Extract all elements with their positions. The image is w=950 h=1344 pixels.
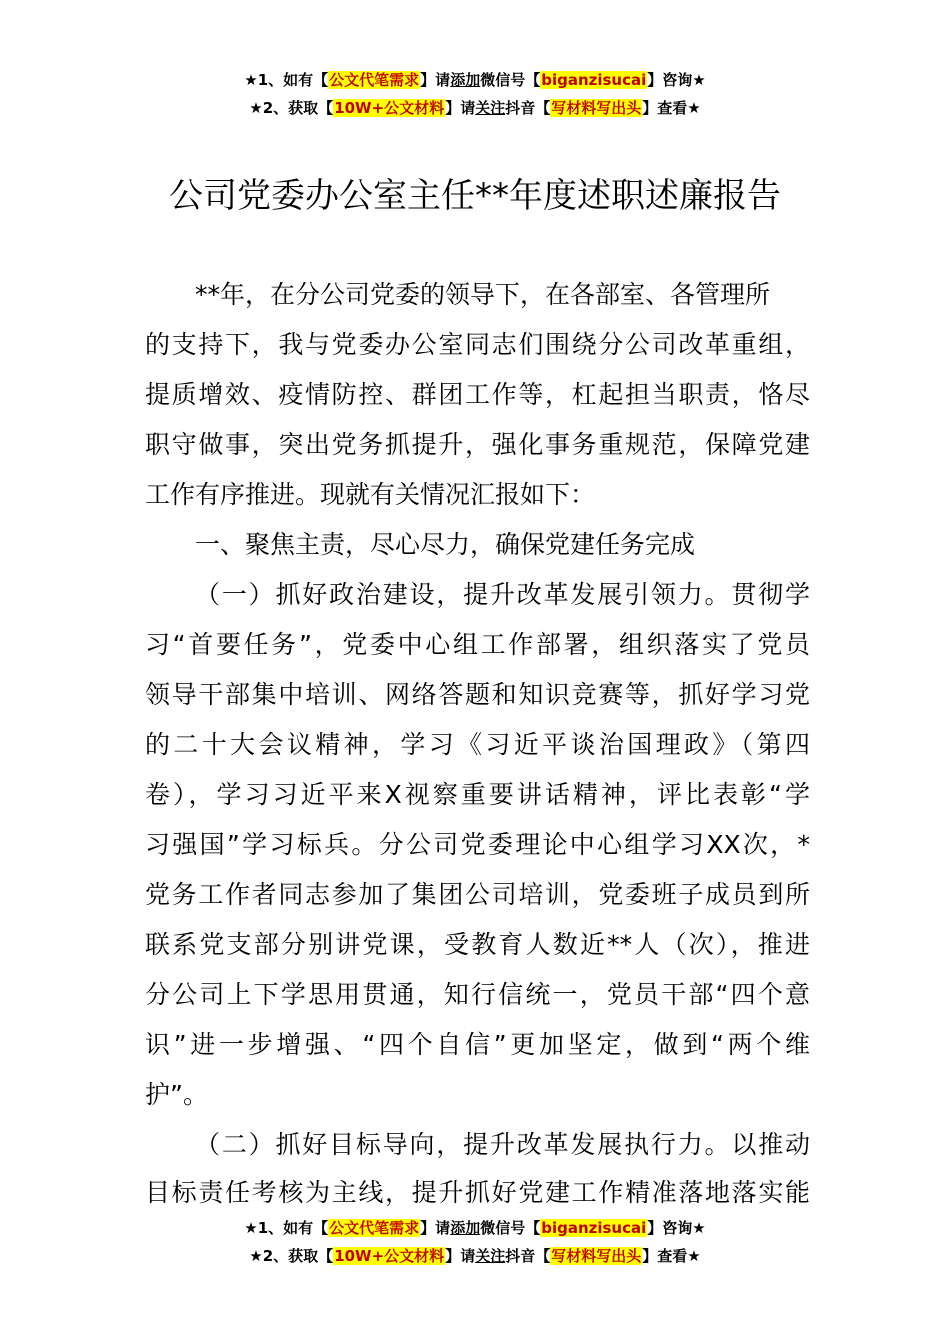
bottom-banner-line-1 xyxy=(0,1214,950,1242)
body-line-8: 习“首要任务”，党委中心组工作部署，组织落实了党员 xyxy=(145,630,810,659)
body-line-3: 提质增效、疫情防控、群团工作等，杠起担当职责，恪尽 xyxy=(145,380,810,409)
body-line-18: （二）抓好目标导向，提升改革发展执行力。以推动 xyxy=(195,1130,810,1159)
banner-2-suffix: 】查看★ xyxy=(642,99,701,117)
body-line-19: 目标责任考核为主线，提升抓好党建工作精准落地落实能 xyxy=(145,1178,810,1207)
bottom-banner-1-highlight-wechat: biganzisucai xyxy=(541,1219,647,1237)
banner-1-mid: 】请 xyxy=(420,71,451,89)
banner-2-prefix: ★2、获取【 xyxy=(249,99,334,117)
body-line-13: 党务工作者同志参加了集团公司培训，党委班子成员到所 xyxy=(145,880,810,909)
bottom-banner-1-highlight-service: 公文代笔需求 xyxy=(329,1219,420,1237)
banner-2-emphasis: 关注 xyxy=(475,99,506,117)
bottom-banner-2-suffix: 】查看★ xyxy=(642,1247,701,1265)
body-line-12: 习强国”学习标兵。分公司党委理论中心组学习XX次，* xyxy=(145,830,810,859)
banner-1-emphasis: 添加 xyxy=(450,71,481,89)
banner-line-2 xyxy=(0,94,950,122)
body-line-7: （一）抓好政治建设，提升改革发展引领力。贯彻学 xyxy=(195,580,810,609)
body-line-9: 领导干部集中培训、网络答题和知识竞赛等，抓好学习党 xyxy=(145,680,810,709)
section-heading-1: 一、聚焦主责，尽心尽力，确保党建任务完成 xyxy=(195,530,696,559)
body-line-16: 识”进一步增强、“四个自信”更加坚定，做到“两个维 xyxy=(145,1030,810,1059)
banner-1-highlight-wechat: biganzisucai xyxy=(541,71,647,89)
banner-1-highlight-service: 公文代笔需求 xyxy=(329,71,420,89)
bottom-banner-2-highlight-materials: 10W+公文材料 xyxy=(334,1247,445,1265)
banner-1-prefix: ★1、如有【 xyxy=(244,71,329,89)
body-line-5: 工作有序推进。现就有关情况汇报如下： xyxy=(145,480,596,509)
banner-1-mid2: 微信号【 xyxy=(480,71,541,89)
body-line-2: 的支持下，我与党委办公室同志们围绕分公司改革重组， xyxy=(145,330,810,359)
banner-2-highlight-douyin: 写材料写出头 xyxy=(551,99,642,117)
bottom-banner-1-prefix: ★1、如有【 xyxy=(244,1219,329,1237)
bottom-banner-2-emphasis: 关注 xyxy=(475,1247,506,1265)
bottom-banner-2-mid: 】请 xyxy=(445,1247,476,1265)
bottom-banner-1-mid: 】请 xyxy=(420,1219,451,1237)
document-title: 公司党委办公室主任**年度述职述廉报告 xyxy=(169,176,781,216)
body-line-11: 卷），学习习近平来X视察重要讲话精神，评比表彰“学 xyxy=(145,780,810,809)
banner-2-mid: 】请 xyxy=(445,99,476,117)
banner-line-1 xyxy=(0,66,950,94)
body-line-15: 分公司上下学思用贯通，知行信统一，党员干部“四个意 xyxy=(145,980,810,1009)
bottom-banner-line-2 xyxy=(0,1242,950,1270)
bottom-banner-1-suffix: 】咨询★ xyxy=(647,1219,706,1237)
body-line-1: **年，在分公司党委的领导下，在各部室、各管理所 xyxy=(195,280,771,309)
banner-2-mid2: 抖音【 xyxy=(505,99,551,117)
banner-1-suffix: 】咨询★ xyxy=(647,71,706,89)
bottom-banner xyxy=(0,1214,950,1270)
bottom-banner-2-highlight-douyin: 写材料写出头 xyxy=(551,1247,642,1265)
body-line-14: 联系党支部分别讲党课，受教育人数近**人（次），推进 xyxy=(145,930,810,959)
bottom-banner-1-mid2: 微信号【 xyxy=(480,1219,541,1237)
body-line-4: 职守做事，突出党务抓提升，强化事务重规范，保障党建 xyxy=(145,430,810,459)
top-banner xyxy=(0,66,950,122)
bottom-banner-1-emphasis: 添加 xyxy=(450,1219,481,1237)
body-line-17: 护”。 xyxy=(145,1080,208,1109)
bottom-banner-2-prefix: ★2、获取【 xyxy=(249,1247,334,1265)
body-line-10: 的二十大会议精神，学习《习近平谈治国理政》（第四 xyxy=(145,730,810,759)
bottom-banner-2-mid2: 抖音【 xyxy=(505,1247,551,1265)
banner-2-highlight-materials: 10W+公文材料 xyxy=(334,99,445,117)
